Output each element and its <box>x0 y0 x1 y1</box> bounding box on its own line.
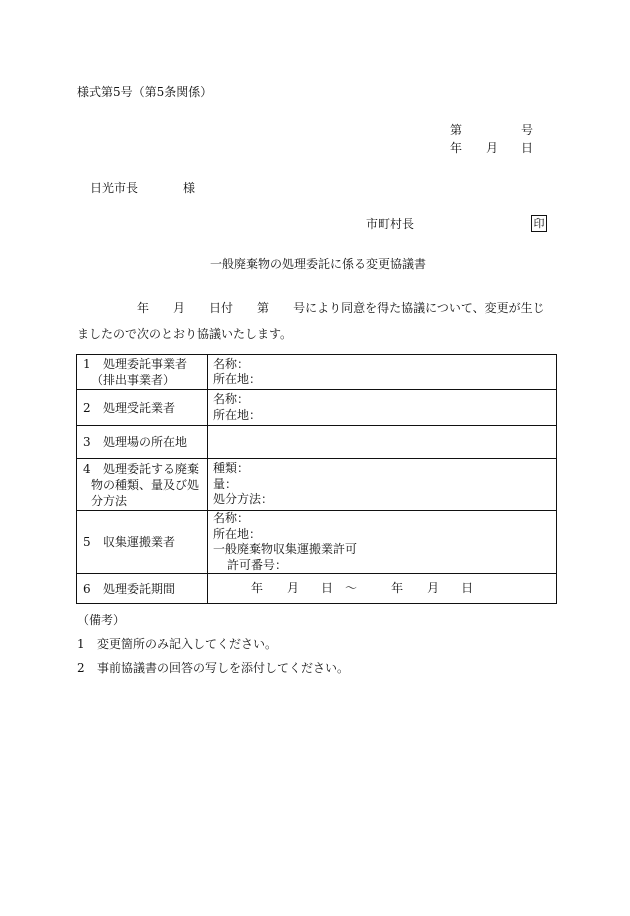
remark-item <box>77 660 349 676</box>
row-label <box>77 355 208 390</box>
label-line: 処理委託期間 <box>103 581 176 596</box>
value-line: 名称： <box>213 511 250 525</box>
document-title: 一般廃棄物の処理委託に係る変更協議書 <box>210 257 427 271</box>
remark-number: 1 <box>77 637 85 651</box>
label-line: 処理場の所在地 <box>103 435 188 449</box>
value-line: 量： <box>213 476 238 491</box>
value-line: 所在地： <box>213 407 262 422</box>
body-month: 月 <box>173 301 186 315</box>
label-line: 処理委託する廃棄 <box>103 461 200 476</box>
body-paragraph <box>77 295 557 347</box>
table-row <box>77 574 557 604</box>
value-line: 一般廃棄物収集運搬業許可 <box>213 542 358 556</box>
doc-number-go: 号 <box>521 123 534 137</box>
value-line: 名称： <box>213 356 250 371</box>
remark-text: 事前協議書の回答の写しを添付してください。 <box>97 661 350 675</box>
period-day: 日 <box>321 580 334 595</box>
date-month: 月 <box>486 141 499 155</box>
remark-text: 変更箇所のみ記入してください。 <box>97 637 278 651</box>
period-tilde: ～ <box>345 580 358 595</box>
label-line: 物の種類、量及び処 <box>91 477 200 492</box>
body-line1-rest: 号により同意を得た協議について、変更が生じ <box>293 301 545 315</box>
table-row <box>77 459 557 511</box>
row-value <box>208 390 557 426</box>
label-line: 分方法 <box>91 493 128 508</box>
doc-number-dai: 第 <box>450 123 463 137</box>
row-label <box>77 426 208 459</box>
row-value <box>208 426 557 459</box>
value-line: 所在地： <box>213 372 262 386</box>
value-line: 種類： <box>213 461 250 476</box>
value-line: 所在地： <box>213 526 262 541</box>
period-month: 月 <box>287 580 300 595</box>
seal-stamp: 印 <box>531 215 547 232</box>
form-number: 様式第5号（第5条関係） <box>77 85 213 99</box>
row-value <box>208 459 557 511</box>
period-year: 年 <box>251 580 264 595</box>
table-row <box>77 390 557 426</box>
row-number: 1 <box>83 357 91 371</box>
row-number: 6 <box>83 581 91 596</box>
body-dated: 日付 <box>209 301 234 315</box>
date-day: 日 <box>521 141 534 155</box>
date-year: 年 <box>450 141 463 155</box>
row-value <box>208 574 557 604</box>
table-row <box>77 355 557 390</box>
row-label <box>77 459 208 511</box>
label-line: （排出事業者） <box>91 373 176 387</box>
row-number: 2 <box>83 400 91 415</box>
addressee-name: 日光市長 <box>90 181 139 195</box>
remark-item <box>77 636 277 652</box>
row-value <box>208 355 557 390</box>
remarks-heading: （備考） <box>77 613 126 627</box>
sender-title: 市町村長 <box>366 217 415 231</box>
table-row <box>77 426 557 459</box>
body-line2: ましたので次のとおり協議いたします。 <box>77 327 293 341</box>
change-details-table <box>76 354 557 604</box>
body-dai: 第 <box>257 301 270 315</box>
row-label <box>77 511 208 574</box>
row-number: 4 <box>83 461 91 476</box>
row-value <box>208 511 557 574</box>
row-label <box>77 390 208 426</box>
label-line: 収集運搬業者 <box>103 535 176 549</box>
period-month2: 月 <box>427 580 440 595</box>
row-label <box>77 574 208 604</box>
value-line: 許可番号： <box>227 557 288 572</box>
value-line: 名称： <box>213 392 250 406</box>
addressee-honorific: 様 <box>183 181 196 195</box>
row-number: 3 <box>83 435 91 449</box>
period-day2: 日 <box>461 580 474 595</box>
label-line: 処理受託業者 <box>103 400 176 415</box>
value-line: 処分方法： <box>213 492 274 507</box>
table-row <box>77 511 557 574</box>
period-year2: 年 <box>391 580 404 595</box>
body-year: 年 <box>137 301 150 315</box>
row-number: 5 <box>83 535 91 549</box>
remark-number: 2 <box>77 661 85 675</box>
label-line: 処理委託事業者 <box>103 357 188 371</box>
